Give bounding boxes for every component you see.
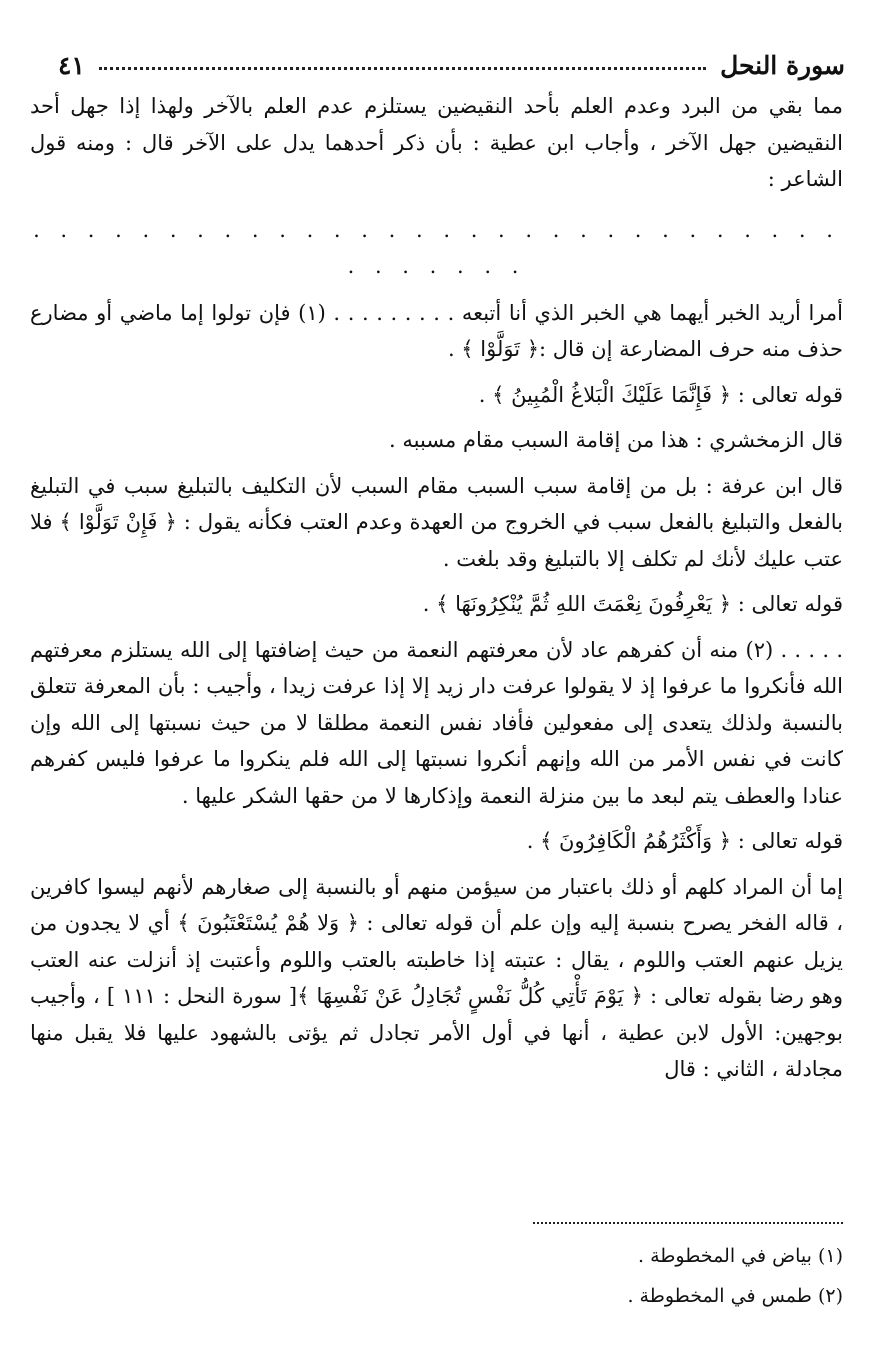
main-text — [30, 88, 843, 1097]
page-number: ٤١ — [58, 51, 85, 80]
paragraph: . . . . . (٢) منه أن كفرهم عاد لأن معرفتهم النعمة من حيث إضافتها إلى الله يستلزم معرفتهم الله فأنكروا ما عرفوا إذ لا يقولوا عرفت دار زيد إلا إذا عرفت زيدا ، وأجيب : بأن المعرفة تتعلق بالنسبة ولذلك يتعدى إلى مفعولين فأفاد نفس النعمة مطلقا لا من حيث نسبتها إلى الله وإن كانت في نفس الأمر من الله وإنهم أنكروا نسبتها إلى الله فلم ينكروا ما عرفوا فليس كفرهم عنادا والعطف يتم لبعد ما بين منزلة النعمة وإذكارها لا من حقها الشكر عليها . — [30, 637, 843, 808]
verse-heading: قوله تعالى : ﴿ فَإِنَّمَا عَلَيْكَ الْبَلاغُ الْمُبِينُ ﴾ . — [478, 382, 843, 407]
header-dotted-leader — [99, 67, 706, 70]
footnote: (١) بياض في المخطوطة . — [638, 1245, 843, 1267]
paragraph: إما أن المراد كلهم أو ذلك باعتبار من سيؤمن منهم أو بالنسبة إلى صغارهم لأنهم ليسوا كافرين ، قاله الفخر يصرح بنسبة إليه وإن علم أن قوله تعالى : ﴿ وَلا هُمْ يُسْتَعْتَبُونَ ﴾ أي لا يجدون من يزيل عنهم العتب واللوم ، يقال : عتبته إذا خاطبته بالعتب واللوم وأعتبت إذ أنزلت عنه العتب وهو رضا بقوله تعالى : ﴿ يَوْمَ تَأْتِي كُلُّ نَفْسٍ تُجَادِلُ عَنْ نَفْسِهَا ﴾[ سورة النحل : ١١١ ] ، وأجيب بوجهين: الأول لابن عطية ، أنها في أول الأمر تجادل ثم يؤتى بالشهود عليها فلا يقبل منها مجادلة ، الثاني : قال — [30, 874, 843, 1081]
verse-heading: قوله تعالى : ﴿ يَعْرِفُونَ نِعْمَتَ اللهِ ثُمَّ يُنْكِرُونَهَا ﴾ . — [422, 592, 843, 616]
paragraph: أمرا أريد الخبر أيهما هي الخبر الذي أنا أتبعه . . . . . . . . . (١) فإن تولوا إما ماضي أو مضارع حذف منه حرف المضارعة إن قال :﴿ تَوَلَّوْا ﴾ . — [30, 300, 843, 361]
paragraph: قال ابن عرفة : بل من إقامة سبب السبب مقام السبب لأن التكليف بالتبليغ سبب في التبليغ بالفعل والتبليغ بالفعل سبب في الخروج من العهدة وعدم العتب فكأنه يقول : ﴿ فَإِنْ تَوَلَّوْا ﴾ فلا عتب عليك لأنك لم تكلف إلا بالتبليغ وقد بلغت . — [30, 473, 843, 571]
footnote-separator — [533, 1222, 843, 1224]
elided-verse-dots: . . . . . . . . . . . . . . . . . . . . . . . . . . . . . . . . . . . . . — [33, 217, 840, 278]
verse-heading: قوله تعالى : ﴿ وَأَكْثَرُهُمُ الْكَافِرُونَ ﴾ . — [526, 829, 843, 853]
page-header — [28, 40, 845, 80]
paragraph: مما بقي من البرد وعدم العلم بأحد النقيضين يستلزم عدم العلم بالآخر ولهذا إذا جهل أحد النقيضين جهل الآخر ، وأجاب ابن عطية : بأن ذكر أحدهما يدل على الآخر قال : ومنه قول الشاعر : — [30, 94, 843, 191]
footnotes — [30, 1236, 843, 1316]
footnote: (٢) طمس في المخطوطة . — [627, 1285, 843, 1307]
paragraph: قال الزمخشري : هذا من إقامة السبب مقام مسببه . — [389, 428, 843, 452]
surah-title: سورة النحل — [720, 51, 845, 80]
